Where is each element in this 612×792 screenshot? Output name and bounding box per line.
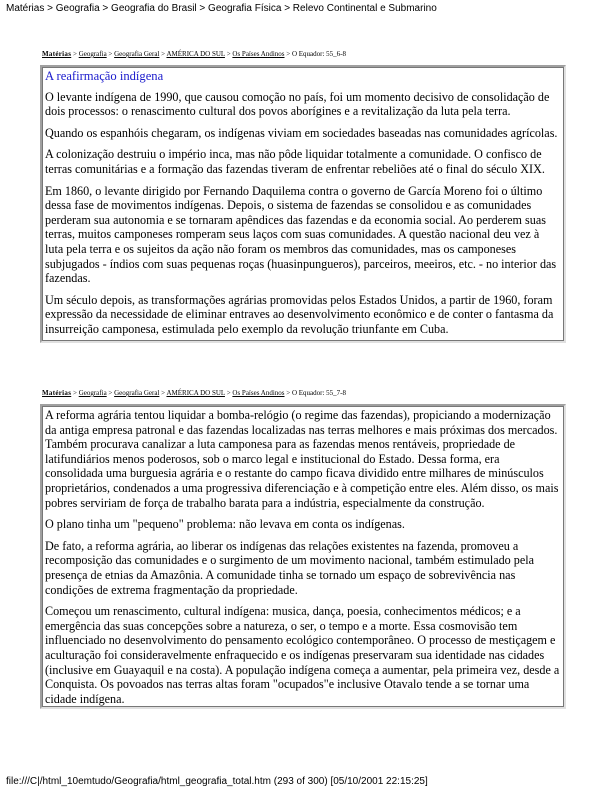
paragraph: A reforma agrária tentou liquidar a bomba-relógio (o regime das fazendas), propiciando a modernização da antiga empresa patronal e das fazendas localizadas nas terras melhores e mais próximas dos mercados. Também procurava canalizar a luta camponesa para as fazendas menos rentáveis, propriedade de latifundiários menos poderosos, sob o marco legal e institucional do Estado. Dessa forma, era consolidada uma burguesia agrária e o restante do campo ficava dividido entre milhares de minúsculos proprietários, condenados a uma progressiva diferenciação e à competição entre eles. Além disso, os mais pobres serviriam de força de trabalho barata para a indústria, especialmente da construção.: [45, 408, 559, 510]
paragraph: Em 1860, o levante dirigido por Fernando Daquilema contra o governo de García Moreno foi o último dessa fase de movimentos indígenas. Depois, o sistema de fazendas se consolidou e as comunidades perderam sua autonomia e se tornaram apêndices das fazendas e da economia social. Ao perderem suas terras, muitos camponeses romperam seus laços com suas comunidades. A questão nacional deu vez à luta pela terra e os sujeitos da ação não foram os membros das comunidades, mas os camponeses subjugados - índios com suas pequenas roças (huasinpungueros), parceiros, meeiros, etc. - no interior das fazendas.: [45, 183, 557, 286]
paragraph: A colonização destruiu o império inca, mas não pôde liquidar totalmente a comunidade. O confisco de terras comunitárias e a formação das fazendas tiveram de enfrentar rebeliões até o final do século XIX.: [45, 147, 545, 176]
page-footer-path: file:///C|/html_10emtudo/Geografia/html_geografia_total.htm (293 of 300) [05/10/2001 22:15:25]: [6, 776, 428, 787]
breadcrumb-separator: >: [224, 50, 233, 58]
breadcrumb-separator: >: [106, 50, 115, 58]
breadcrumb: [42, 389, 346, 397]
breadcrumb-link-america-do-sul[interactable]: AMÉRICA DO SUL: [166, 389, 225, 397]
breadcrumb-separator: >: [159, 50, 167, 58]
breadcrumb-link-geografia-geral[interactable]: Geografia Geral: [114, 389, 160, 397]
breadcrumb-separator: >: [106, 389, 115, 397]
article-box-2: [40, 404, 566, 709]
article-box-1: [40, 65, 566, 343]
breadcrumb-link-geografia-geral[interactable]: Geografia Geral: [114, 50, 160, 58]
breadcrumb-current: O Equador: 55_7-8: [291, 389, 347, 397]
breadcrumb-root[interactable]: Matérias: [42, 50, 72, 58]
breadcrumb-separator: >: [284, 50, 292, 58]
breadcrumb-separator: >: [159, 389, 167, 397]
breadcrumb-link-paises-andinos[interactable]: Os Países Andinos: [232, 389, 285, 397]
breadcrumb-separator: >: [224, 389, 233, 397]
paragraph: O levante indígena de 1990, que causou comoção no país, foi um momento decisivo de consolidação de dois processos: o renascimento cultural dos povos aborígines e a revitalização da luta pela terra.: [45, 89, 550, 119]
breadcrumb-separator: >: [71, 389, 79, 397]
breadcrumb-current: O Equador: 55_6-8: [291, 50, 347, 58]
paragraph: O plano tinha um "pequeno" problema: não levava em conta os indígenas.: [45, 517, 405, 532]
paragraph: Um século depois, as transformações agrárias promovidas pelos Estados Unidos, a partir de 1960, foram expressão da necessidade de eliminar entraves ao desenvolvimento econômico e de conter o fantasma da insurreição camponesa, estimulada pelo exemplo da revolução triunfante em Cuba.: [45, 292, 554, 336]
breadcrumb-link-paises-andinos[interactable]: Os Países Andinos: [232, 50, 285, 58]
paragraph: De fato, a reforma agrária, ao liberar os indígenas das relações existentes na fazenda, promoveu a recomposição das comunidades e o surgimento de um movimento nacional, também estimulado pela presença de etnias da Amazônia. A comunidade tinha se tornado um espaço de sobrevivência nas condições de extrema fragmentação da propriedade.: [45, 538, 534, 597]
paragraph: Começou um renascimento, cultural indígena: musica, dança, poesia, conhecimentos médicos; e a emergência das suas concepções sobre a natureza, o ser, o tempo e a morte. Essa cosmovisão tem influenciado no desenvolvimento do pensamento ecológico contemporâneo. O processo de mestiçagem e aculturação foi consideravelmente enfraquecido e os indígenas preservaram sua identidade nas cidades (inclusive em Guayaquil e na costa). A população indígena começa a aumentar, pela primeira vez, desde a Conquista. Os povoados nas terras altas foram "ocupados"e inclusive Otavalo tende a se tornar uma cidade indígena.: [45, 604, 560, 706]
article-title: A reafirmação indígena: [45, 69, 164, 83]
breadcrumb: [42, 50, 346, 58]
breadcrumb-separator: >: [284, 389, 292, 397]
paragraph: Quando os espanhóis chegaram, os indígenas viviam em sociedades baseadas nas comunidades agrícolas.: [45, 125, 558, 140]
breadcrumb-link-geografia[interactable]: Geografia: [78, 389, 107, 397]
breadcrumb-link-america-do-sul[interactable]: AMÉRICA DO SUL: [166, 50, 225, 58]
breadcrumb-link-geografia[interactable]: Geografia: [78, 50, 107, 58]
breadcrumb-root[interactable]: Matérias: [42, 389, 72, 397]
breadcrumb-separator: >: [71, 50, 79, 58]
page-header-path: Matérias > Geografia > Geografia do Brasil > Geografia Física > Relevo Continental e Submarino: [6, 3, 437, 14]
